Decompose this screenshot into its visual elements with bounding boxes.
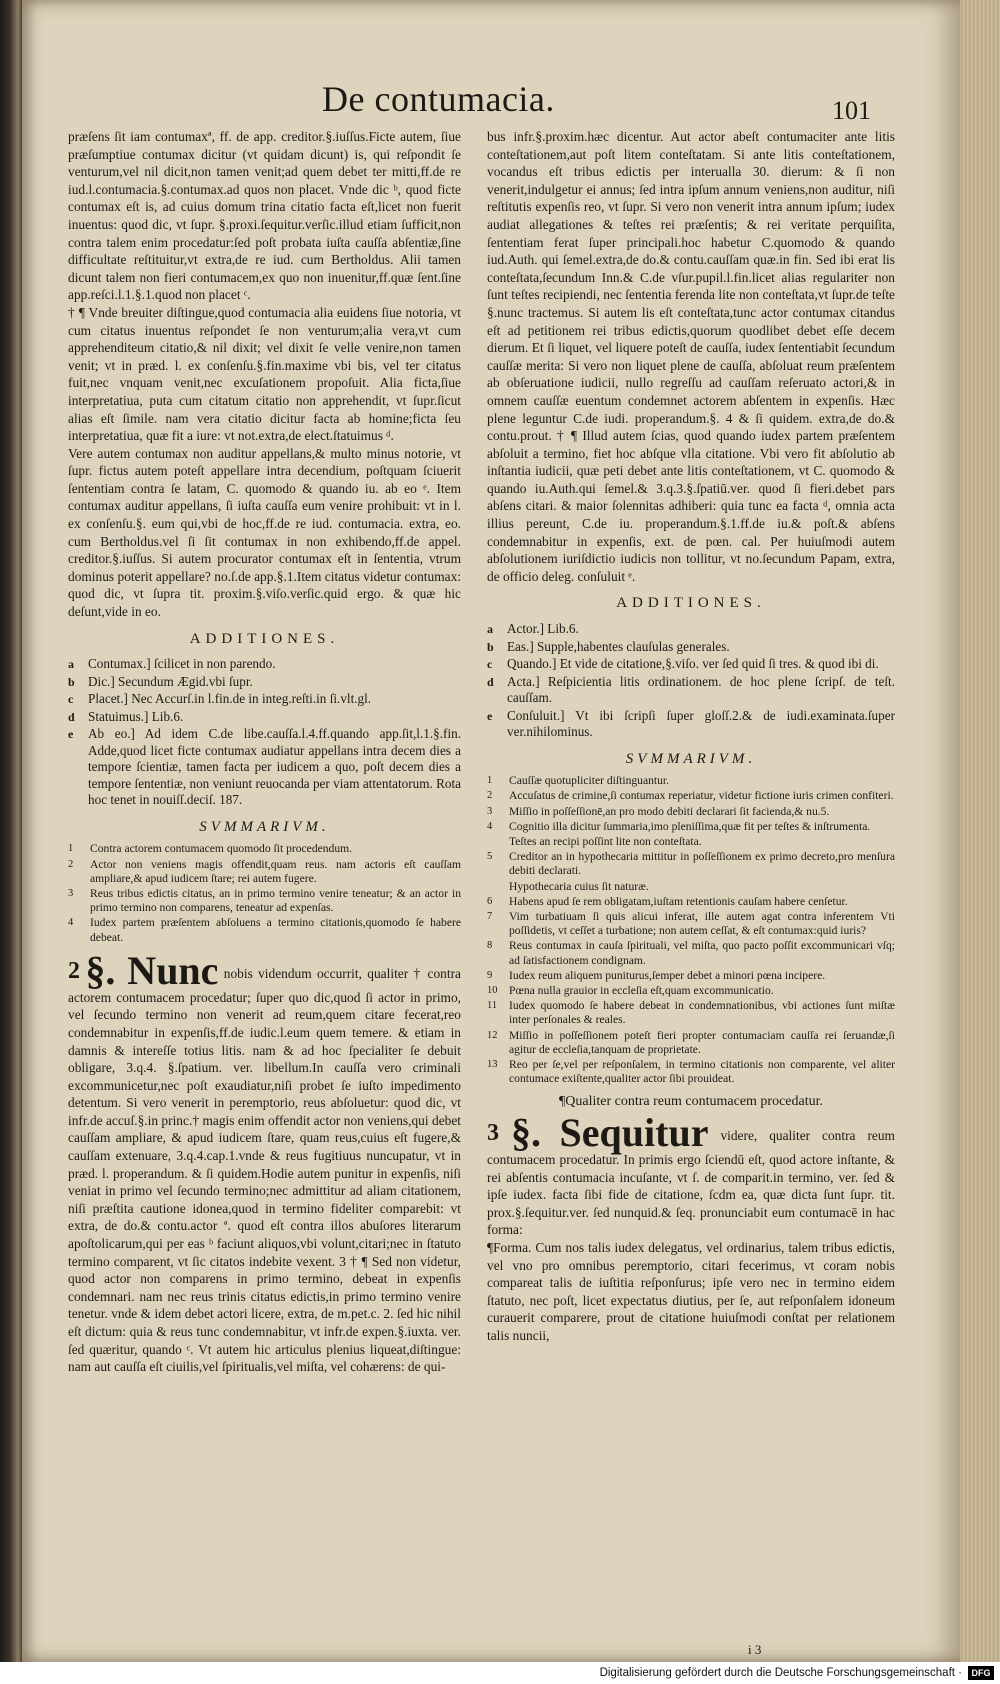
right-summary-item bbox=[487, 910, 895, 938]
left-summary-item bbox=[68, 858, 461, 886]
right-addition-c bbox=[487, 656, 895, 673]
summary-text: Iudex partem præſentem abſoluens a termino citationis,quomodo ſe habere debeat. bbox=[90, 916, 461, 944]
summary-number: 7 bbox=[487, 910, 493, 922]
left-addition-c bbox=[68, 691, 461, 708]
addition-text: Eas.] Supple,habentes clauſulas generales. bbox=[507, 638, 730, 654]
page-number: 101 bbox=[832, 96, 871, 125]
section-2-text: nobis videndum occurrit, qualiter † contra actorem contumacem procedatur; ſuper quo dic,quod ſi actor in primo, vel ſecundo termino non venerit ad reum,quem citare fecerat,reo condemnabitur in expenſis,ff.de iudic.l.eum quem temere. & etiam in damnis & intereſſe totius litis. nam & ad hoc ſpecialiter ſe debuit obligare, 3.q.4. §.ſpatium. ver. libellum.In cauſſa vero criminali excommunicetur,nec poſt exaudiatur,niſi probet ſe iuſto impedimento detentum. Si vero venerit in peremptorio, reus abſoluetur: quod dic, vt infr.de accuſ.§.in princ.† magis enim offendit actor non veniens,qui debet cauſſam ampliare, & apud iudicem ſtare, quam reus,cuius eſt fugere,& cauſſam extenuare, 3.q.4.cap.1.vnde & reus fugitiuus nuncupatur, vt in præd. l. properandum. & ſi quidem.Hodie autem punitur in expenſis, niſi veniat in primo vel ſecundo termino;nec admittitur ad aliam citationem, niſi præſtita cautione idonea,quod in termino fideliter comparebit: vt extra, de do.& contu.actor ª. quod eſt contra illos abuſores literarum apoſtolicarum,qui per eas ᵇ faciunt aliquos,vbi volunt,citari;nec in ſtatuto termino comparent, vt ſic citatos indebite vexent. 3 † ¶ Sed non videtur, quod actor non comparens in primo termino, debeat in expenſis condemnari. nam nec reus trinis citatus edictis,in primo termino venire tenetur. vnde & idem debet actori licere, extra, de m.pet.c. 2. ſed hic nihil eſt dictum: quia & reus tunc condemnabitur, vt infr.de expen.§.iuxta. ver. ſed quæritur, quando ᶜ. Vt autem hic articulus plenius liqueat,diſtingue: nam aut cauſſa eſt ciuilis,vel ſpiritualis,vel miſta, vel cohærens: de qui- bbox=[68, 965, 461, 1375]
summary-text: Miſſio in poſſeſſionē,an pro modo debiti declarari ſit facienda,& nu.5. bbox=[509, 804, 830, 818]
addition-key: e bbox=[68, 727, 74, 742]
left-summary-title: SVMMARIVM. bbox=[199, 818, 330, 835]
summary-number: 13 bbox=[487, 1058, 498, 1070]
summary-number: 4 bbox=[487, 820, 493, 832]
left-paragraph-3: Vere autem contumax non auditur appellans,& multo minus notorie, vt ſupr. fictus autem poteſt appellare intra decendium, poſtquam ſciuerit ſententiam contra ſe latam, C. quomodo & quando iu. ab eo ᵉ. Item contumax auditur appellans, ſi iuſta cauſſa eum venire prohibuit: vt in l. ex conſenſu.§. eum qui,vbi de hoc,ff.de re iud. contumacia. extra, eo. cum Bertholdus.vel ſi ſit contumax in non exhibendo,ff.de appel. creditor.§.iuſſus. Si autem procurator contumax eſt in ſententia, vtrum dominus poterit appellare? no.ſ.de app.§.1.Item citatus videtur contumax: quod dic, vt ſupra tit. proxim.§.viſo.verſic.quid ergo. & quæ hic deſunt,vide in eo. bbox=[68, 445, 461, 620]
signature-mark: i 3 bbox=[748, 1642, 762, 1657]
right-summary-item bbox=[487, 835, 895, 849]
addition-key: a bbox=[68, 657, 74, 672]
right-summary-item bbox=[487, 789, 895, 803]
left-additions-title: ADDITIONES. bbox=[189, 630, 340, 647]
section-2-initial: §. Nunc bbox=[85, 947, 219, 993]
summary-number: 11 bbox=[487, 1000, 498, 1012]
addition-key: b bbox=[487, 639, 494, 654]
right-summary-item bbox=[487, 895, 895, 909]
left-addition-b bbox=[68, 674, 461, 691]
section-2-paragraph bbox=[68, 947, 461, 1376]
left-addition-d bbox=[68, 709, 461, 726]
page-edge bbox=[960, 0, 1000, 1662]
addition-text: Placet.] Nec Accurſ.in l.fin.de in integ.reſti.in ſi.vlt.gl. bbox=[88, 691, 372, 707]
summary-number: 9 bbox=[487, 969, 493, 981]
section-3-text: videre, qualiter contra reum contumacem procedatur. In primis ergo ſciendū eſt, quod actore inſtante, & rei abſentis contumacia incuſante, vt ſ. de comparit.in termino, ver. ſed & ipſe iudex. facta ſibi fide de citatione, ſcdm ea, quæ dicta ſunt ſupr. tit. prox.§.ſequitur.ver. ſed nunquid.& ſeq. pronunciabit eum contumacē in hac forma: bbox=[487, 1127, 895, 1238]
right-summary-item bbox=[487, 1029, 895, 1057]
summary-text: Reus contumax in cauſa ſpirituali, vel miſta, quo pacto poſſit excommunicari vſq; ad ſatisfactionem condignam. bbox=[509, 939, 895, 967]
addition-key: c bbox=[487, 657, 493, 672]
section-3-heading: ¶Qualiter contra reum contumacem procedatur. bbox=[558, 1094, 824, 1110]
right-summary-item bbox=[487, 984, 895, 998]
summary-text: Creditor an in hypothecaria mittitur in poſſeſſionem ex primo decreto,pro menſura debiti declarati. bbox=[509, 850, 895, 878]
footer-bar bbox=[0, 1662, 1000, 1684]
right-summary-item bbox=[487, 969, 895, 983]
summary-text: Iudex quomodo ſe habere debeat in condemnationibus, vbi actiones ſunt miſtæ inter perſonales & reales. bbox=[509, 999, 895, 1027]
addition-key: c bbox=[68, 692, 74, 707]
addition-text: Statuimus.] Lib.6. bbox=[88, 708, 184, 724]
right-summary-item bbox=[487, 939, 895, 967]
summary-number: 4 bbox=[68, 917, 74, 929]
left-column bbox=[68, 128, 461, 1376]
addition-key: d bbox=[487, 674, 494, 689]
summary-text: Contra actorem contumacem quomodo ſit procedendum. bbox=[90, 842, 353, 856]
addition-text: Contumax.] ſcilicet in non parendo. bbox=[88, 656, 276, 672]
addition-text: Dic.] Secundum Ægid.vbi ſupr. bbox=[88, 673, 253, 689]
summary-number: 6 bbox=[487, 895, 493, 907]
right-summary-item bbox=[487, 1058, 895, 1086]
summary-number: 12 bbox=[487, 1029, 498, 1041]
addition-text: Conſuluit.] Vt ibi ſcripſi ſuper gloſſ.2.& de iudi.examinata.ſuper ver.nihilominus. bbox=[507, 707, 895, 740]
summary-number bbox=[487, 835, 509, 849]
addition-key: a bbox=[487, 622, 493, 637]
left-addition-a bbox=[68, 656, 461, 673]
right-addition-a bbox=[487, 621, 895, 638]
addition-key: d bbox=[68, 709, 75, 724]
summary-text: Cognitio illa dicitur ſummaria,imo pleniſſima,quæ fit per teſtes & inſtrumenta. bbox=[509, 819, 871, 833]
section-3-initial: §. Sequitur bbox=[510, 1109, 709, 1155]
summary-number bbox=[487, 880, 509, 894]
book-page bbox=[22, 0, 960, 1662]
summary-text: Actor non veniens magis offendit,quam reus. nam actoris eſt cauſſam ampliare,& apud iudicem ſtare; rei autem fugere. bbox=[90, 857, 461, 885]
summary-number: 1 bbox=[487, 775, 493, 787]
dfg-logo-icon: DFG bbox=[968, 1666, 994, 1680]
right-summary-item bbox=[487, 850, 895, 878]
summary-number: 2 bbox=[68, 858, 74, 870]
summary-number: 1 bbox=[68, 843, 74, 855]
footer-credit: Digitalisierung gefördert durch die Deutsche Forschungsgemeinschaft · bbox=[599, 1667, 962, 1679]
right-column bbox=[487, 128, 895, 1345]
summary-number: 3 bbox=[68, 887, 74, 899]
right-summary-item bbox=[487, 820, 895, 834]
right-summary-item bbox=[487, 880, 895, 894]
addition-key: b bbox=[68, 674, 75, 689]
summary-number: 8 bbox=[487, 940, 493, 952]
summary-number: 2 bbox=[487, 790, 493, 802]
running-head: De contumacia. bbox=[322, 79, 555, 119]
summary-text: Teſtes an recipi poſſint lite non conteſtata. bbox=[509, 834, 702, 848]
summary-text: Vim turbatiuam ſi quis alicui inferat, ille autem agat contra inferentem Vti poſſidetis, vt ceſſet a turbatione; non autem ceſſat, & eſt contumax:quid iuris? bbox=[509, 909, 895, 938]
summary-text: Cauſſæ quotupliciter diſtinguantur. bbox=[509, 774, 670, 788]
right-addition-b bbox=[487, 639, 895, 656]
summary-number: 3 bbox=[487, 805, 493, 817]
summary-text: Reus tribus edictis citatus, an in primo termino venire teneatur; & an actor in primo termino non comparens, teneatur ad expenſas. bbox=[90, 886, 461, 915]
right-addition-e bbox=[487, 708, 895, 741]
section-3-number: 3 bbox=[487, 1119, 499, 1146]
summary-number: 10 bbox=[487, 984, 498, 996]
summary-text: Accuſatus de crimine,ſi contumax reperiatur, videtur fictione iuris crimen confiteri. bbox=[509, 789, 894, 803]
right-additions-title: ADDITIONES. bbox=[616, 595, 766, 612]
right-paragraph-1: bus infr.§.proxim.hæc dicentur. Aut actor abeſt contumaciter ante litis conteſtationem,aut poſt litem conteſtatam. Si ante litis conteſtationem, vocandus eſt tribus edictis per interualla 30. dierum: & ſi non venerit,indulgetur ei annus; ſed intra ipſum annum veniens,non auditur, niſi reſtitutis expenſis reo, vt ſupr. Si vero non venerit intra annum ipſum; iudex audiat allegationes & teſtes rei præſentis; & rei veritate perquiſita, ſententiam ferat ſuper principali.hoc habetur C.quomodo & quando iud.Auth. qui ſemel.extra,de do.& contu.cauſſam quæ.in fin. Sed ibi erat lis conteſtata,ſecundum Inn.& C.de vſur.pupil.l.fin.licet alias regulariter non ſunt teſtes recipiendi, nec ſententia ferenda lite non conteſtata,vt ſupr.de teſte §.nunc tractemus. Si autem lis eſt conteſtata,tunc actor contumax citandus eſt ad petitionem rei tribus edictis,quorum quodlibet debet eſſe decem dierum. Et ſi liquet, vel liquere poteſt de cauſſa, iudex ſententiabit ſecundum cauſſæ merita: Si vero non liquet plene de cauſſa, abſoluat reum præſentem ab obſeruatione iudicii, nullo regreſſu ad cauſſam reſeruato actori,& in omnem cauſſæ euentum condemnet actorem abſentem in expenſis. Hæc plene leguntur C.de iudi. properandum.§. 4 & ſi quidem. extra,de do.& contu.prout. † ¶ Illud autem ſcias, quod quando iudex partem præſentem abſoluit a termino, fiet hoc abſque vlla citatione. Vbi vero fit abſolutio ab inſtantia iudicii, quæ peti debet ante litis conteſtationem, vt C. quomodo & quando iu.Auth.qui ſemel.& 3.q.3.§.ſpatiū.ver. quod ſi fieri.debet pars abſens citari. & maior ſolennitas adhiberi: quia tunc ea facta ᵈ, omnia acta illius pereunt, C.de iu. properandum.§.1.ff.de iu.& poſt.& abſens condemnabitur in expenſis, ext. de pœn. cal. Per huiuſmodi autem abſolutionem iuriſdictio iudicis non tollitur, vt no.ſecundum Papam, extra, de officio deleg. conſuluit ᵉ. bbox=[487, 129, 895, 584]
summary-text: Miſſio in poſſeſſionem poteſt fieri propter contumaciam cauſſa rei ſeruandæ,ſi agitur de eccleſia,tanquam de proprietate. bbox=[509, 1028, 895, 1056]
left-summary-item bbox=[68, 842, 461, 856]
summary-text: Reo per ſe,vel per reſponſalem, in termino citationis non comparente, vel aliter contumace exiſtente,qualiter actor ſibi prouideat. bbox=[509, 1057, 895, 1086]
addition-text: Actor.] Lib.6. bbox=[507, 621, 579, 637]
addition-text: Acta.] Reſpicientia litis ordinationem. de hoc plene ſcripſ. de teſt. cauſſam. bbox=[507, 673, 895, 706]
right-summary-item bbox=[487, 774, 895, 788]
section-2-number: 2 bbox=[68, 957, 80, 984]
addition-text: Quando.] Et vide de citatione,§.viſo. ver ſed quid ſi tres. & quod ibi di. bbox=[507, 656, 879, 672]
summary-text: Iudex reum aliquem puniturus,ſemper debet a minori pœna incipere. bbox=[509, 968, 826, 982]
left-addition-e bbox=[68, 726, 461, 809]
forma-paragraph: ¶Forma. Cum nos talis iudex delegatus, vel ordinarius, talem tribus edictis, vel vno pro omnibus peremptorio, citari fecerimus, vt coram nobis compareat talis de iuſtitia reſponſurus; ipſe vero nec in termino eidem ſtatuto, nec poſt, licet expectatus diutius, per ſe, aut reſponſalem idoneum curauerit comparere, prout de citatione huiuſmodi conſtat per relationem talis nuncii, bbox=[487, 1239, 895, 1343]
summary-text: Pœna nulla grauior in eccleſia eſt,quam excommunicatio. bbox=[509, 983, 774, 997]
right-summary-title: SVMMARIVM. bbox=[625, 750, 757, 767]
right-summary-item bbox=[487, 999, 895, 1027]
left-summary-item bbox=[68, 887, 461, 915]
addition-key: e bbox=[487, 708, 493, 723]
right-summary-item bbox=[487, 805, 895, 819]
section-3-paragraph bbox=[487, 1109, 895, 1239]
left-paragraph-2: † ¶ Vnde breuiter diſtingue,quod contumacia alia euidens ſiue notoria, vt cum citatus inuentus reſpondet ſe non venturum;alia vera,vt cum apprehenditeum citatio,& nil dixit; vel dixit ſe velle venire,non tamen venit; vt in præd. l. ex conſenſu.§.fin.maxime vbi bis, vel ter citatus fuit,nec vnquam venit,nec excuſationem propoſuit. Alia ficta,ſiue interpretatiua, puta cum citatum citatio non apprehendit, vt ſupr.ſicut alias eſt ſimile. nam vera citatio dicitur facta ab homine;ficta ſeu interpretatiua, quæ fit a iure: vt not.extra,de elect.ſtatuimus ᵈ. bbox=[68, 304, 461, 444]
left-paragraph-1: præſens ſit iam contumaxª, ff. de app. creditor.§.iuſſus.Ficte autem, ſiue præſumptiue contumax dicitur (vt quidam dicunt) is, qui reſpondit ſe venturum,vel nil dicit,non tamen venit;ad quem debet ter mitti,ff.de re iud.l.contumacia.§.contumax.ad quos non placet. Vnde dic ᵇ, quod ficte contumax eſt is, ad cuius domum trina citatio facta eſt,licet non fuerit inuentus: quod dic, vt ſupr. §.proxi.ſequitur.verſic.illud etiam ſufficit,non contra talem enim procedatur:ſed poſt probata iuſta cauſſa abſentiæ,ſine difficultate reſtituitur,vt extra,de re iud. cum Bertholdus. Alii tamen dicunt talem non fieri contumacem,ex quo non inuenitur,ff.quæ ſent.ſine app.reſci.l.1.§.1.quod non placet ᶜ. bbox=[68, 129, 461, 303]
addition-text: Ab eo.] Ad idem C.de libe.cauſſa.l.4.ff.quando app.ſit,l.1.§.fin. Adde,quod licet ficte contumax audiatur appellans intra decem dies a tempore ſcientiæ, tamen facta per iudicem a quo, poſt decem dies a tempore ſententiæ, non veniunt reuocanda per viam attentatorum. Rota hoc tenet in nouiſſ.deciſ. 187. bbox=[88, 726, 461, 808]
left-summary-item bbox=[68, 916, 461, 944]
right-addition-d bbox=[487, 674, 895, 707]
summary-text: Habens apud ſe rem obligatam,iuſtam retentionis cauſam habere cenſetur. bbox=[509, 894, 848, 908]
summary-number: 5 bbox=[487, 851, 493, 863]
summary-text: Hypothecaria cuius ſit naturæ. bbox=[509, 879, 649, 893]
